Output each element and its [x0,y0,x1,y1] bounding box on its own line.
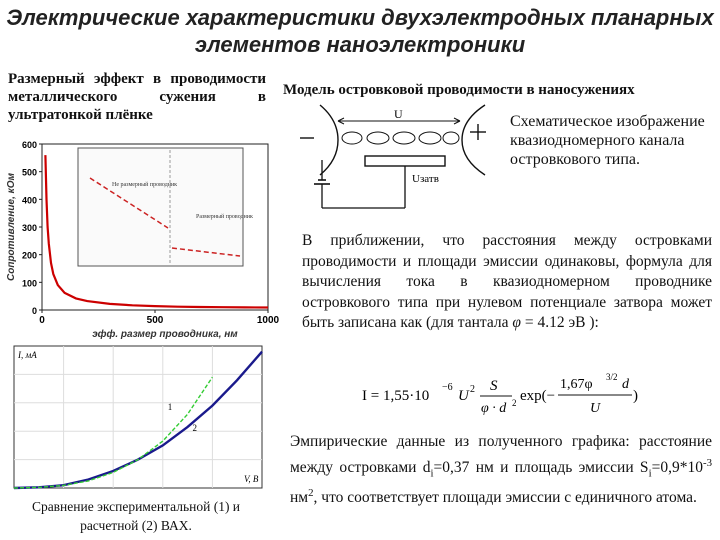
empirical-text-2: =0,37 нм и площадь эмиссии S [433,458,649,476]
formula-num2-d: d [622,377,629,392]
y-axis-label: Сопротивление, кОм [6,173,17,281]
inset-annotation-right: Размерный проводник [196,214,253,220]
iv-series-line-1 [14,352,262,488]
slide-title [0,4,720,58]
y-tick-label: 300 [21,223,37,233]
empirical-data-paragraph [290,432,712,509]
y-tick-label: 400 [21,195,37,206]
formula-num-s: S [490,378,498,394]
current-formula [360,368,640,424]
y-tick-label: 0 [31,306,37,316]
phi-symbol: φ [512,314,521,331]
resistance-chart [0,138,280,340]
island-model-heading: Модель островковой проводимости в наносужениях [283,82,635,98]
iv-caption: Сравнение экспериментальной (1) и расчетной (2) ВАХ. [31,499,241,533]
formula-intro-paragraph [302,231,712,334]
slide-title-line2: элементов наноэлектроники [194,32,526,57]
iv-y-label: I, мА [18,350,37,360]
schematic-caption: Схематическое изображение квазиодномерного канала островкового типа. [510,113,705,168]
formula-intro-text: В приближении, что расстояния между островками проводимости и площади эмиссии одинаковы, формула для вычисления тока в квазиодномерном проводнике островкового типа при нулевом потенциале затвора может быть записана как (для тантала [302,232,712,331]
iv-plot-frame [14,346,262,488]
x-tick-label: 1000 [256,315,280,326]
empirical-text-4: нм [290,489,309,507]
subscript-i: i [430,466,434,479]
formula-num2: 1,67φ [560,377,593,392]
schematic-label-ugate: Uзатв [412,173,439,185]
formula-u: U [458,388,469,404]
iv-curve-label-1: 1 [167,401,173,412]
x-tick-label: 0 [39,315,45,326]
slide-title-line1: Электрические характеристики двухэлектродных планарных [6,5,714,30]
y-tick-label: 500 [21,167,37,178]
formula-den2: U [590,401,601,416]
empirical-text-1: Эмпирические данные из полученного графика: расстояние между островками d [290,433,712,476]
island-channel-schematic [290,100,505,215]
formula-num2-exp: 3/2 [606,372,618,382]
resistance-inset [78,148,253,266]
formula-d-sq: 2 [512,398,517,408]
subscript-i-2: i [648,466,652,479]
formula-close: ) [633,388,638,404]
empirical-text-3: =0,9*10 [651,458,703,476]
y-tick-label: 200 [21,250,37,261]
phi-value: = 4.12 эВ ): [520,314,599,331]
x-tick-label: 500 [146,315,164,326]
iv-curve-label-2: 2 [192,423,198,434]
formula-lhs: I = 1,55·10 [362,388,430,404]
size-effect-heading: Размерный эффект в проводимости металлического сужения в ультратонкой плёнке [8,71,266,123]
superscript-2: 2 [308,487,314,500]
formula-exp1: −6 [442,382,453,393]
x-axis-label: эфф. размер проводника, нм [92,329,238,340]
schematic-label-u: U [394,107,403,121]
y-tick-label: 100 [21,278,37,289]
iv-chart [0,340,272,495]
superscript-minus3: -3 [702,456,712,469]
formula-exp-open: exp(− [520,388,556,404]
y-tick-label: 600 [21,140,37,150]
formula-u-sq: 2 [470,384,475,395]
inset-annotation-left: Не размерный проводник [112,182,178,188]
formula-den: φ · d [481,401,507,416]
empirical-text-5: , что соответствует площади эмиссии с единичного атома. [313,489,697,507]
iv-x-label: V, В [244,474,259,484]
